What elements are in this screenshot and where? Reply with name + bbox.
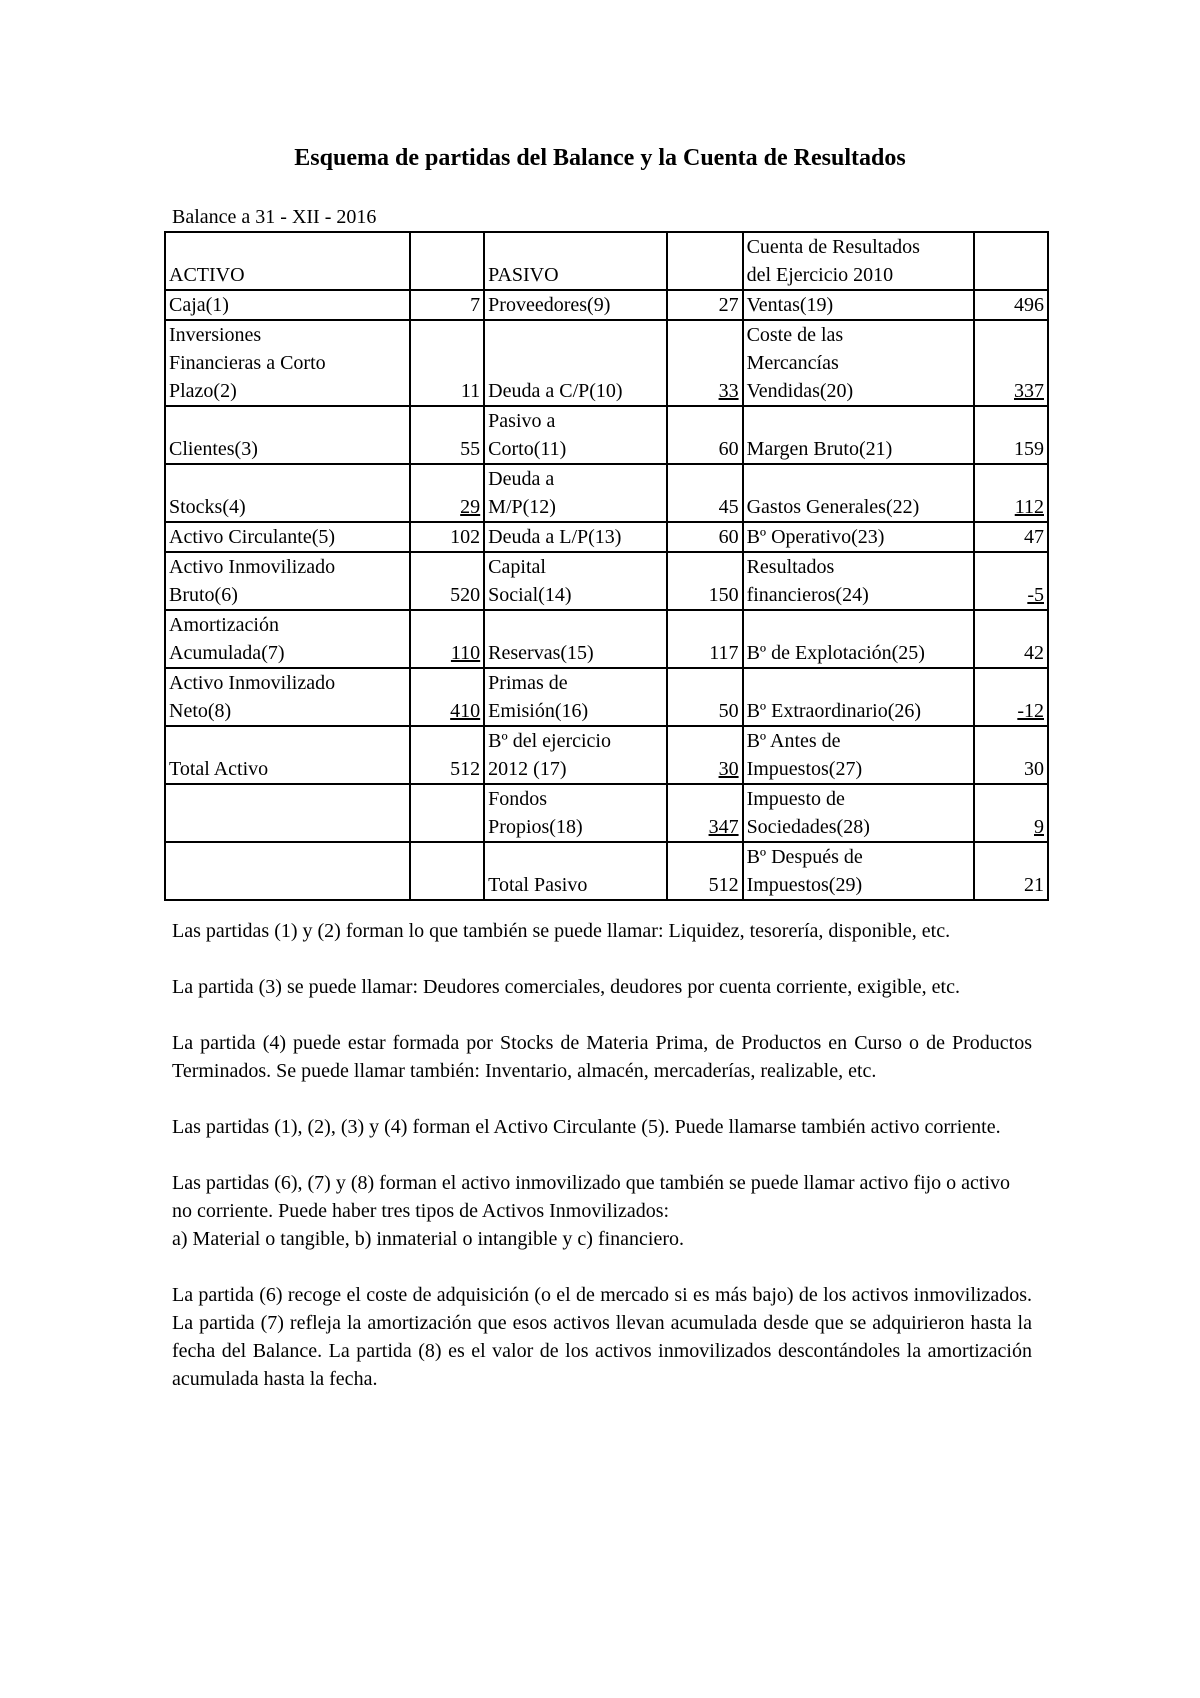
resultados-label-line: Margen Bruto(21) (746, 438, 893, 460)
resultados-value (974, 610, 1048, 668)
paragraph (172, 973, 1032, 1001)
activo-value-text: 512 (450, 758, 481, 780)
activo-value-text: 410 (450, 700, 481, 722)
pasivo-value-text: 117 (709, 642, 739, 664)
activo-label-line: Acumulada(7) (169, 642, 285, 664)
table-row (165, 726, 1048, 784)
resultados-label-line: Bº Extraordinario(26) (746, 700, 922, 722)
activo-label (165, 290, 410, 320)
resultados-label (743, 842, 975, 900)
pasivo-label-line: Corto(11) (488, 438, 567, 460)
paragraph-line: La partida (4) puede estar formada por Stocks de Materia Prima, de Productos en Curso o de Productos Terminados. Se puede llamar también: Inventario, almacén, mercaderías, realizable, etc. (172, 1032, 1032, 1082)
activo-value (410, 290, 484, 320)
table-row (165, 320, 1048, 406)
activo-label (165, 406, 410, 464)
resultados-value-text: 47 (1024, 526, 1044, 548)
activo-value (410, 842, 484, 900)
activo-value-text: 7 (470, 294, 481, 316)
pasivo-value (667, 464, 743, 522)
pasivo-label-line: Reservas(15) (488, 642, 594, 664)
activo-label-line: Financieras a Corto (169, 352, 326, 374)
header-empty (410, 232, 484, 290)
paragraph-line: La partida (3) se puede llamar: Deudores comerciales, deudores por cuenta corriente, exigible, etc. (172, 976, 960, 998)
balance-table (164, 231, 1049, 901)
table-row (165, 464, 1048, 522)
resultados-label (743, 668, 975, 726)
pasivo-value-text: 50 (718, 700, 739, 722)
activo-label (165, 320, 410, 406)
resultados-label-line: Mercancías (746, 352, 839, 374)
pasivo-label (484, 842, 667, 900)
activo-value-text: 110 (450, 642, 481, 664)
pasivo-value (667, 290, 743, 320)
activo-label (165, 668, 410, 726)
resultados-label-line: Impuestos(27) (746, 758, 863, 780)
resultados-value-text: 112 (1014, 496, 1044, 518)
pasivo-label (484, 406, 667, 464)
activo-label (165, 842, 410, 900)
resultados-value (974, 320, 1048, 406)
activo-label (165, 726, 410, 784)
paragraph (172, 1029, 1032, 1085)
header-resultados (743, 232, 975, 290)
activo-value (410, 406, 484, 464)
resultados-label (743, 552, 975, 610)
activo-label (165, 522, 410, 552)
pasivo-label-line: 2012 (17) (488, 758, 567, 780)
pasivo-label-line: Proveedores(9) (488, 294, 611, 316)
pasivo-label-line: M/P(12) (488, 496, 556, 518)
resultados-value-text: -12 (1017, 700, 1044, 722)
pasivo-value-text: 347 (708, 816, 739, 838)
table-row (165, 784, 1048, 842)
activo-label (165, 552, 410, 610)
header-empty (974, 232, 1048, 290)
table-row (165, 668, 1048, 726)
pasivo-value (667, 842, 743, 900)
activo-label-line: Caja(1) (169, 294, 229, 316)
pasivo-value (667, 726, 743, 784)
table-header-row (165, 232, 1048, 290)
pasivo-value-text: 512 (708, 874, 739, 896)
activo-value-text: 55 (460, 438, 481, 460)
resultados-label (743, 406, 975, 464)
resultados-label (743, 320, 975, 406)
activo-label-line: Activo Inmovilizado (169, 556, 336, 578)
activo-label (165, 784, 410, 842)
activo-label-line: Activo Circulante(5) (169, 526, 336, 548)
activo-value (410, 552, 484, 610)
resultados-value-text: 9 (1034, 816, 1044, 838)
header-resultados-line: Cuenta de Resultados (746, 236, 920, 258)
pasivo-value (667, 552, 743, 610)
activo-value-text: 520 (450, 584, 481, 606)
pasivo-label-line: Fondos (488, 788, 548, 810)
activo-value (410, 668, 484, 726)
resultados-label-line: Resultados (746, 556, 835, 578)
paragraph (172, 1281, 1032, 1393)
table-row (165, 290, 1048, 320)
pasivo-value-text: 33 (718, 380, 739, 402)
resultados-label-line: Vendidas(20) (746, 380, 854, 402)
table-row (165, 522, 1048, 552)
resultados-label (743, 610, 975, 668)
pasivo-label-line: Deuda a (488, 468, 555, 490)
resultados-value-text: 42 (1024, 642, 1044, 664)
resultados-label-line: Ventas(19) (746, 294, 834, 316)
activo-label-line: Plazo(2) (169, 380, 237, 402)
resultados-value (974, 726, 1048, 784)
pasivo-value (667, 610, 743, 668)
activo-label (165, 464, 410, 522)
pasivo-value (667, 406, 743, 464)
pasivo-value (667, 784, 743, 842)
resultados-label-line: Impuestos(29) (746, 874, 863, 896)
resultados-label-line: Bº de Explotación(25) (746, 642, 925, 664)
activo-value (410, 784, 484, 842)
resultados-label (743, 290, 975, 320)
resultados-label (743, 522, 975, 552)
pasivo-label (484, 784, 667, 842)
activo-label (165, 610, 410, 668)
pasivo-value (667, 320, 743, 406)
activo-value-text: 11 (460, 380, 481, 402)
header-empty (667, 232, 743, 290)
pasivo-label-line: Capital (488, 556, 546, 578)
paragraph (172, 917, 1032, 945)
activo-value-text: 102 (450, 526, 481, 548)
paragraph (172, 1169, 1032, 1253)
header-resultados-line: del Ejercicio 2010 (746, 264, 894, 286)
pasivo-label (484, 726, 667, 784)
resultados-value-text: 496 (1014, 294, 1044, 316)
paragraph (172, 1113, 1032, 1141)
resultados-value (974, 290, 1048, 320)
pasivo-value-text: 30 (718, 758, 739, 780)
pasivo-value-text: 150 (708, 584, 739, 606)
pasivo-label (484, 290, 667, 320)
pasivo-value (667, 522, 743, 552)
resultados-label (743, 784, 975, 842)
pasivo-label-line: Primas de (488, 672, 568, 694)
resultados-value-text: 21 (1024, 874, 1044, 896)
pasivo-value-text: 45 (718, 496, 739, 518)
resultados-value-text: -5 (1027, 584, 1044, 606)
resultados-value-text: 159 (1014, 438, 1044, 460)
document-title: Esquema de partidas del Balance y la Cuenta de Resultados (294, 145, 906, 171)
resultados-value (974, 552, 1048, 610)
resultados-value (974, 464, 1048, 522)
pasivo-label (484, 610, 667, 668)
pasivo-label (484, 668, 667, 726)
pasivo-label (484, 552, 667, 610)
paragraph-line: Las partidas (1) y (2) forman lo que también se puede llamar: Liquidez, tesorería, disponible, etc. (172, 920, 951, 942)
resultados-label (743, 726, 975, 784)
activo-value (410, 464, 484, 522)
activo-label-line: Bruto(6) (169, 584, 238, 606)
resultados-label-line: Bº Después de (746, 846, 863, 868)
resultados-label-line: Sociedades(28) (746, 816, 870, 838)
resultados-value (974, 842, 1048, 900)
resultados-label (743, 464, 975, 522)
table-row (165, 842, 1048, 900)
pasivo-label-line: Pasivo a (488, 410, 556, 432)
resultados-label-line: Bº Antes de (746, 730, 841, 752)
header-activo: ACTIVO (165, 232, 410, 290)
resultados-value (974, 668, 1048, 726)
header-pasivo: PASIVO (484, 232, 667, 290)
activo-value-text: 29 (460, 496, 481, 518)
resultados-value (974, 522, 1048, 552)
resultados-label-line: Coste de las (746, 324, 844, 346)
pasivo-label-line: Social(14) (488, 584, 572, 606)
activo-label-line: Stocks(4) (169, 496, 246, 518)
table-row (165, 406, 1048, 464)
paragraph-line: La partida (6) recoge el coste de adquisición (o el de mercado si es más bajo) de los activos inmovilizados. La partida (7) refleja la amortización que esos activos llevan acumulada desde que se adquirieron hasta la fecha del Balance. La partida (8) es el valor de los activos inmovilizados descontándoles la amortización acumulada hasta la fecha. (172, 1284, 1032, 1390)
resultados-label-line: Bº Operativo(23) (746, 526, 885, 548)
activo-value (410, 320, 484, 406)
explanatory-text (172, 917, 1032, 1421)
pasivo-label (484, 522, 667, 552)
paragraph-line: Las partidas (1), (2), (3) y (4) forman el Activo Circulante (5). Puede llamarse también activo corriente. (172, 1116, 1001, 1138)
table-row (165, 610, 1048, 668)
balance-date: Balance a 31 - XII - 2016 (172, 206, 377, 228)
pasivo-label-line: Bº del ejercicio (488, 730, 611, 752)
resultados-label-line: financieros(24) (746, 584, 869, 606)
pasivo-value-text: 60 (718, 526, 739, 548)
pasivo-value (667, 668, 743, 726)
paragraph-line: Las partidas (6), (7) y (8) forman el activo inmovilizado que también se puede llamar activo fijo o activo no corriente. Puede haber tres tipos de Activos Inmovilizados: (172, 1172, 1011, 1222)
activo-label-line: Amortización (169, 614, 279, 636)
activo-label-line: Neto(8) (169, 700, 232, 722)
activo-value (410, 726, 484, 784)
pasivo-value-text: 60 (718, 438, 739, 460)
resultados-value-text: 30 (1024, 758, 1044, 780)
pasivo-label-line: Deuda a C/P(10) (488, 380, 623, 402)
activo-label-line: Activo Inmovilizado (169, 672, 336, 694)
table-row (165, 552, 1048, 610)
paragraph-line: a) Material o tangible, b) inmaterial o intangible y c) financiero. (172, 1228, 685, 1250)
resultados-label-line: Impuesto de (746, 788, 845, 810)
activo-label-line: Total Activo (169, 758, 269, 780)
activo-label-line: Clientes(3) (169, 438, 258, 460)
pasivo-label-line: Propios(18) (488, 816, 583, 838)
resultados-value-text: 337 (1014, 380, 1044, 402)
pasivo-label-line: Deuda a L/P(13) (488, 526, 622, 548)
activo-label-line: Inversiones (169, 324, 262, 346)
resultados-label-line: Gastos Generales(22) (746, 496, 920, 518)
pasivo-label-line: Emisión(16) (488, 700, 589, 722)
resultados-value (974, 406, 1048, 464)
pasivo-label (484, 464, 667, 522)
resultados-value (974, 784, 1048, 842)
pasivo-label-line: Total Pasivo (488, 874, 588, 896)
activo-value (410, 522, 484, 552)
pasivo-label (484, 320, 667, 406)
pasivo-value-text: 27 (718, 294, 739, 316)
activo-value (410, 610, 484, 668)
